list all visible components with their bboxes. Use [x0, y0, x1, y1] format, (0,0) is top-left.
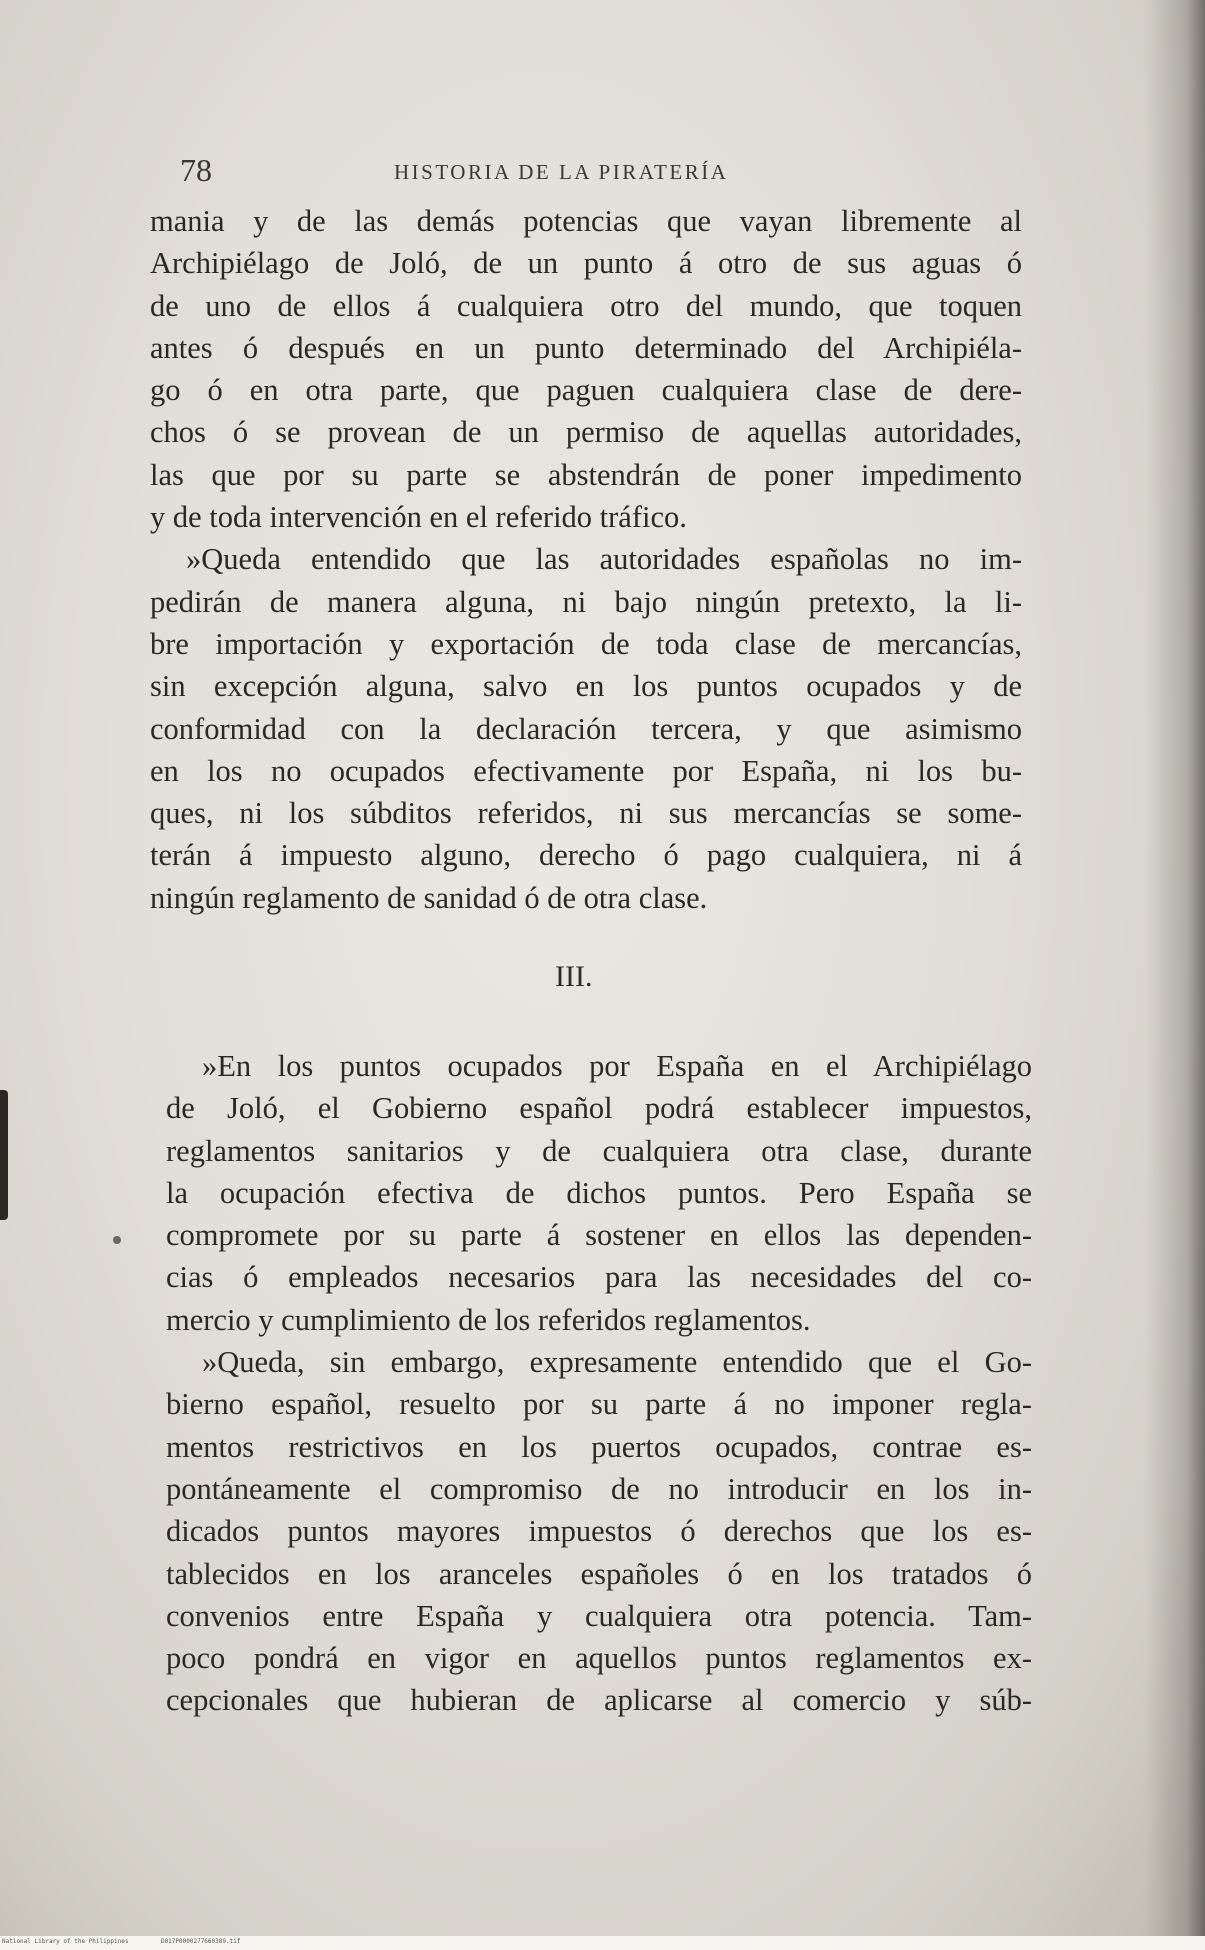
scan-id: D017P0000277660389.tif: [160, 1938, 241, 1945]
binding-shadow: [1145, 0, 1205, 1950]
text-line: pontáneamente el compromiso de no introducir en los in-: [166, 1471, 1032, 1506]
text-line: las que por su parte se abstendrán de poner impedimento: [150, 457, 1022, 492]
text-line: sin excepción alguna, salvo en los puntos ocupados y de: [150, 669, 1022, 704]
scan-footer: [2, 1938, 240, 1945]
text-line: terán á impuesto alguno, derecho ó pago cualquiera, ni á: [150, 838, 1022, 873]
text-block-declaration-ii: [150, 200, 1022, 919]
text-line: en los no ocupados efectivamente por España, ni los bu-: [150, 753, 1022, 788]
text-line: mercio y cumplimiento de los referidos reglamentos.: [166, 1302, 811, 1337]
text-line: poco pondrá en vigor en aquellos puntos reglamentos ex-: [166, 1641, 1032, 1676]
text-line: bierno español, resuelto por su parte á no imponer regla-: [166, 1387, 1032, 1422]
text-line: conformidad con la declaración tercera, y que asimismo: [150, 711, 1022, 746]
text-line: ques, ni los súbditos referidos, ni sus mercancías se some-: [150, 796, 1022, 831]
page-edge-mark: [0, 1090, 8, 1220]
text-line: »Queda entendido que las autoridades españolas no im-: [186, 542, 1022, 577]
text-line: go ó en otra parte, que paguen cualquiera clase de dere-: [150, 373, 1022, 408]
text-line: antes ó después en un punto determinado del Archipiéla-: [150, 330, 1022, 365]
running-head: HISTORIA DE LA PIRATERÍA: [394, 160, 729, 184]
text-line: cias ó empleados necesarios para las necesidades del co-: [166, 1260, 1032, 1295]
text-line: compromete por su parte á sostener en ellos las dependen-: [166, 1218, 1032, 1253]
text-line: chos ó se provean de un permiso de aquellas autoridades,: [150, 415, 1022, 450]
text-line: mentos restrictivos en los puertos ocupados, contrae es-: [166, 1429, 1032, 1464]
text-line: pedirán de manera alguna, ni bajo ningún pretexto, la li-: [150, 584, 1022, 619]
text-line: convenios entre España y cualquiera otra potencia. Tam-: [166, 1598, 1032, 1633]
text-line: dicados puntos mayores impuestos ó derechos que los es-: [166, 1514, 1032, 1549]
text-line: »Queda, sin embargo, expresamente entendido que el Go-: [202, 1345, 1032, 1380]
scan-label: National Library of the Philippines: [2, 1938, 129, 1945]
text-line: bre importación y exportación de toda clase de mercancías,: [150, 626, 1022, 661]
text-line: Archipiélago de Joló, de un punto á otro de sus aguas ó: [150, 246, 1022, 281]
text-line: y de toda intervención en el referido tráfico.: [150, 500, 687, 535]
text-block-declaration-iii: [166, 1045, 1032, 1722]
page-number: 78: [180, 152, 212, 188]
text-line: tablecidos en los aranceles españoles ó en los tratados ó: [166, 1556, 1032, 1591]
text-line: de Joló, el Gobierno español podrá establecer impuestos,: [166, 1091, 1032, 1126]
text-line: cepcionales que hubieran de aplicarse al comercio y súb-: [166, 1683, 1032, 1718]
text-line: ningún reglamento de sanidad ó de otra clase.: [150, 880, 708, 915]
text-line: reglamentos sanitarios y de cualquiera otra clase, durante: [166, 1133, 1032, 1168]
text-line: la ocupación efectiva de dichos puntos. Pero España se: [166, 1175, 1032, 1210]
ink-speck: [113, 1236, 121, 1244]
section-heading: III.: [555, 960, 593, 993]
page-header: [180, 152, 1030, 192]
text-line: de uno de ellos á cualquiera otro del mundo, que toquen: [150, 288, 1022, 323]
text-line: »En los puntos ocupados por España en el Archipiélago: [202, 1049, 1032, 1083]
text-line: mania y de las demás potencias que vayan libremente al: [150, 204, 1022, 238]
